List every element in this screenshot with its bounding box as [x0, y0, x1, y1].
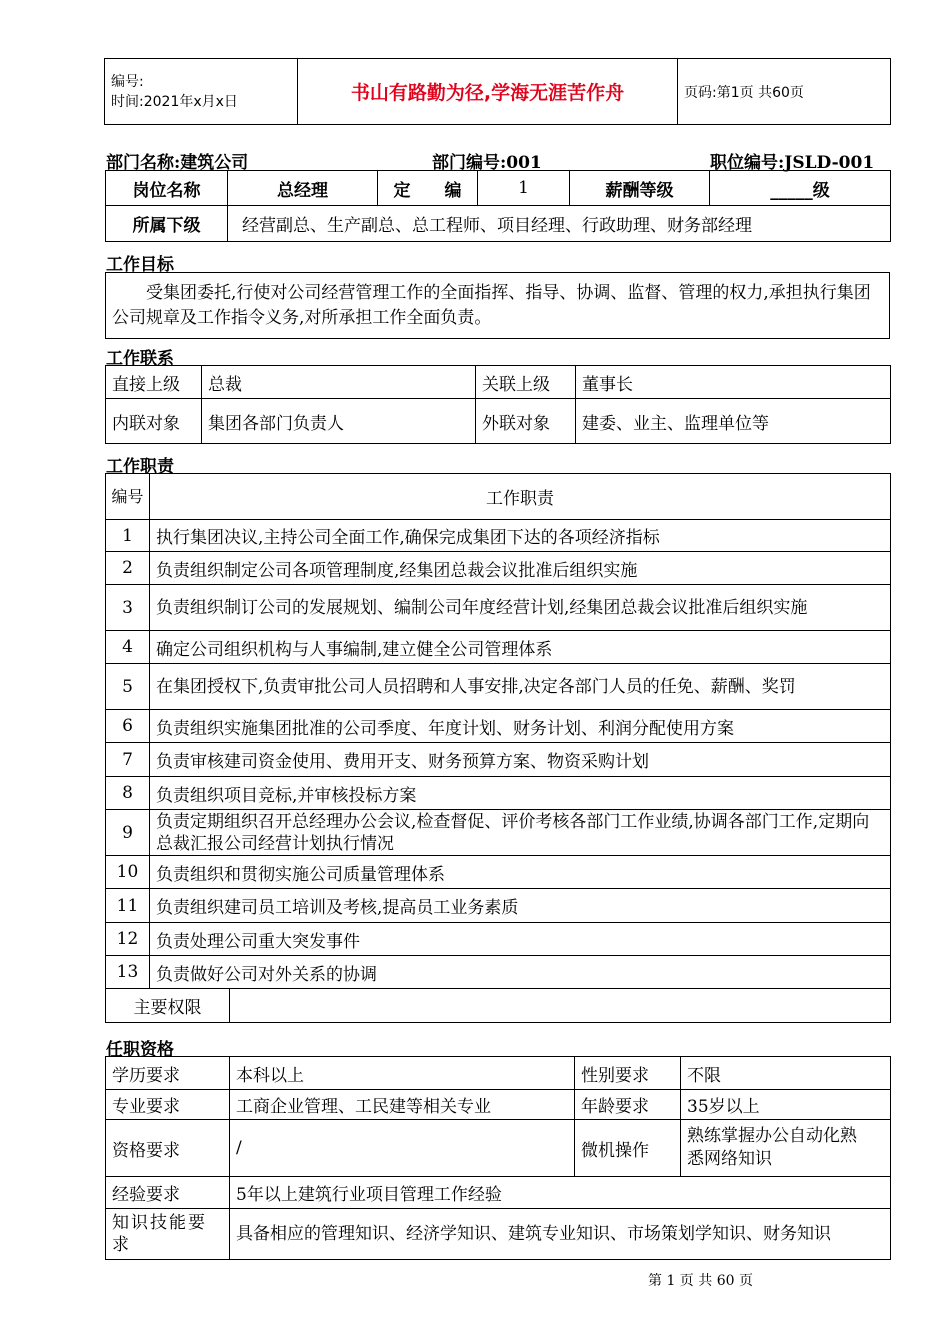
subordinates-label: 所属下级: [106, 206, 228, 242]
knowledge-label: 知识技能要求: [106, 1209, 230, 1260]
education-label: 学历要求: [106, 1057, 230, 1090]
duty-no: 5: [106, 664, 150, 710]
duty-no: 13: [106, 956, 150, 989]
duty-text: 负责审核建司资金使用、费用开支、财务预算方案、物资采购计划: [150, 743, 891, 777]
duty-no: 3: [106, 585, 150, 631]
direct-superior-value: 总裁: [202, 366, 476, 399]
header-motto: 书山有路勤为径,学海无涯苦作舟: [298, 59, 678, 125]
education-value: 本科以上: [230, 1057, 575, 1090]
dept-name: 部门名称:建筑公司: [106, 153, 249, 173]
table-row: [106, 956, 891, 989]
major-label: 专业要求: [106, 1090, 230, 1120]
duty-text: 负责组织制定公司各项管理制度,经集团总裁会议批准后组织实施: [150, 552, 891, 585]
table-row: [106, 810, 891, 856]
duties-heading: 工作职责: [106, 457, 174, 477]
cert-label: 资格要求: [106, 1120, 230, 1177]
subordinates-value: 经营副总、生产副总、总工程师、项目经理、行政助理、财务部经理: [228, 206, 891, 242]
authority-label: 主要权限: [106, 989, 230, 1023]
duty-no: 6: [106, 710, 150, 743]
table-row: [106, 889, 891, 923]
page-footer: 第 1 页 共 60 页: [648, 1273, 753, 1289]
duty-text: 执行集团决议,主持公司全面工作,确保完成集团下达的各项经济指标: [150, 520, 891, 552]
goal-text: 受集团委托,行使对公司经营管理工作的全面指挥、指导、协调、监督、管理的权力,承担执行集团公司规章及工作指令义务,对所承担工作全面负责。: [106, 273, 890, 339]
title-label: 岗位名称: [106, 171, 228, 206]
quota-label: 定 编: [378, 171, 478, 206]
authority-value: [230, 989, 891, 1023]
relations-table: [105, 365, 891, 444]
duty-no: 12: [106, 923, 150, 956]
table-row: [106, 777, 891, 810]
position-table: [105, 170, 891, 242]
duty-text: 负责组织实施集团批准的公司季度、年度计划、财务计划、利润分配使用方案: [150, 710, 891, 743]
table-row: [106, 856, 891, 889]
header-page: 页码:第1页 共60页: [678, 59, 891, 125]
experience-label: 经验要求: [106, 1177, 230, 1209]
duty-no: 8: [106, 777, 150, 810]
duty-no: 4: [106, 631, 150, 664]
dept-no: 部门编号:001: [432, 153, 542, 173]
external-contacts-label: 外联对象: [476, 399, 576, 444]
duty-header: 工作职责: [150, 474, 891, 520]
major-value: 工商企业管理、工民建等相关专业: [230, 1090, 575, 1120]
qualification-heading: 任职资格: [106, 1040, 174, 1060]
duty-text: 负责组织项目竞标,并审核投标方案: [150, 777, 891, 810]
table-row: [106, 743, 891, 777]
duty-text: 负责组织制订公司的发展规划、编制公司年度经营计划,经集团总裁会议批准后组织实施: [150, 585, 891, 631]
knowledge-value: 具备相应的管理知识、经济学知识、建筑专业知识、市场策划学知识、财务知识: [230, 1209, 891, 1260]
header-meta: [105, 59, 298, 125]
duty-text: 在集团授权下,负责审批公司人员招聘和人事安排,决定各部门人员的任免、薪酬、奖罚: [150, 664, 891, 710]
salary-label: 薪酬等级: [570, 171, 710, 206]
time-label: 时间:2021年x月x日: [111, 93, 238, 110]
computer-value: 熟练掌握办公自动化熟悉网络知识: [681, 1120, 891, 1177]
table-row: [106, 520, 891, 552]
qualification-table: [105, 1056, 891, 1260]
table-row: [106, 664, 891, 710]
duty-text: 确定公司组织机构与人事编制,建立健全公司管理体系: [150, 631, 891, 664]
table-row: [106, 923, 891, 956]
age-value: 35岁以上: [681, 1090, 891, 1120]
duty-no: 9: [106, 810, 150, 856]
duty-text: 负责定期组织召开总经理办公会议,检查督促、评价考核各部门工作业绩,协调各部门工作,定期向总裁汇报公司经营计划执行情况: [150, 810, 891, 856]
duty-no: 1: [106, 520, 150, 552]
table-row: [106, 552, 891, 585]
table-row: [106, 631, 891, 664]
internal-contacts-value: 集团各部门负责人: [202, 399, 476, 444]
title-value: 总经理: [228, 171, 378, 206]
duty-no: 10: [106, 856, 150, 889]
salary-value: _____级: [710, 171, 891, 206]
duty-text: 负责组织建司员工培训及考核,提高员工业务素质: [150, 889, 891, 923]
duty-text: 负责组织和贯彻实施公司质量管理体系: [150, 856, 891, 889]
goal-heading: 工作目标: [106, 255, 174, 275]
experience-value: 5年以上建筑行业项目管理工作经验: [230, 1177, 891, 1209]
gender-value: 不限: [681, 1057, 891, 1090]
duties-table: [105, 473, 891, 1023]
cert-value: /: [230, 1120, 575, 1177]
table-row: [106, 710, 891, 743]
doc-no-label: 编号:: [111, 73, 144, 90]
age-label: 年龄要求: [575, 1090, 681, 1120]
direct-superior-label: 直接上级: [106, 366, 202, 399]
related-superior-value: 董事长: [576, 366, 891, 399]
position-no: 职位编号:JSLD-001: [710, 153, 875, 173]
quota-value: 1: [478, 171, 570, 206]
external-contacts-value: 建委、业主、监理单位等: [576, 399, 891, 444]
relation-row: [106, 399, 891, 444]
duty-text: 负责做好公司对外关系的协调: [150, 956, 891, 989]
duty-no: 2: [106, 552, 150, 585]
relations-heading: 工作联系: [106, 349, 174, 369]
duty-no-header: 编号: [106, 474, 150, 520]
duty-text: 负责处理公司重大突发事件: [150, 923, 891, 956]
relation-row: [106, 366, 891, 399]
goal-table: [105, 272, 890, 339]
duty-no: 11: [106, 889, 150, 923]
related-superior-label: 关联上级: [476, 366, 576, 399]
computer-label: 微机操作: [575, 1120, 681, 1177]
table-row: [106, 585, 891, 631]
gender-label: 性别要求: [575, 1057, 681, 1090]
internal-contacts-label: 内联对象: [106, 399, 202, 444]
duty-no: 7: [106, 743, 150, 777]
page-header: [104, 58, 891, 125]
